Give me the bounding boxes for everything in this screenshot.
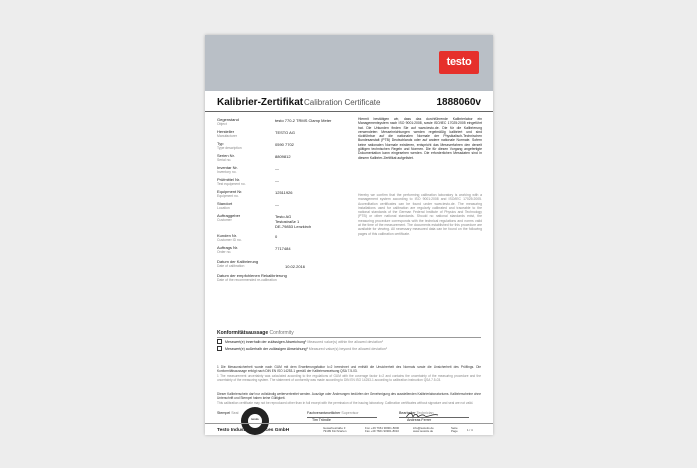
conformity-within-de: Messwert(e) innerhalb der zulässigen Abweichung¹: [225, 339, 307, 344]
stamp-label-de: Stempel: [217, 411, 231, 415]
responsible-label-de: Fachverantwortlicher: [307, 411, 341, 415]
conformity-title: [217, 330, 481, 338]
stamp-label-en: Seal: [231, 411, 239, 415]
technician-label-en: Technician: [416, 411, 434, 415]
field-label: Gegenstand: [217, 117, 239, 122]
footer-web: [413, 427, 434, 434]
field-label: Hersteller: [217, 129, 235, 134]
field-label: Standort: [217, 201, 233, 206]
field-label: Typ: [217, 141, 224, 146]
footer-company: Testo Industrial Services GmbH: [217, 427, 290, 433]
responsible-name: Tim Tröndle: [312, 418, 331, 422]
field-label-en: Location: [217, 205, 230, 210]
field-label-en: Object: [217, 121, 227, 126]
conformity-within-checkbox[interactable]: [217, 339, 222, 344]
conformity-within-en: Measured value(s) within the allowed deviation¹: [307, 339, 384, 344]
field-label: Inventar Nr.: [217, 165, 238, 170]
field-value: —: [275, 166, 279, 171]
title-bar: [205, 91, 493, 112]
field-value: —: [275, 178, 279, 183]
conformity-beyond: [217, 346, 481, 352]
footer-website: www.testotis.de: [413, 429, 434, 434]
technician-name: Andreas Ferrer: [407, 418, 432, 422]
field-label-en: Order no.: [217, 249, 232, 254]
uncertainty-note-en: 1 The measurement uncertainty was calculated according to the regulations of GUM with the coverage factor k=2 and contains the uncertainty of the measuring procedure and the uncertainty of the measuring system. The statement of conformity was made according to DIN EN ISO 14253-1 according to calibration instruction QSA 7.5-03.: [217, 374, 481, 383]
field-value: 12511926: [275, 190, 293, 195]
field-label-en: Manufacturer: [217, 133, 237, 138]
field-value: 0590 7702: [275, 142, 294, 147]
field-label-en: Customer: [217, 217, 232, 222]
field-value: testo 770-2 TRMS Clamp Meter: [275, 118, 332, 123]
conformity-within-label: [225, 340, 383, 344]
footer-page-number: 1 / 4: [467, 427, 473, 432]
field-value: 8809812: [275, 154, 291, 159]
field-label: Datum der Kalibrierung: [217, 259, 259, 264]
field-value: 10.02.2016: [285, 264, 306, 269]
field-label-en: Date of the recommended re-calibration: [217, 277, 277, 282]
footer-address-line: Gewerbestraße 3: [323, 425, 346, 430]
field-value: Testo AG Testostraße 1 DE-79853 Lenzkirch: [275, 214, 312, 229]
footer-fax: Fax +49 7661 90901-8010: [365, 429, 399, 434]
footer-contact: [365, 427, 399, 434]
field-label: Auftrags Nr.: [217, 245, 239, 250]
responsible-label: [307, 411, 359, 415]
stamp-text: testo: [251, 417, 259, 421]
statement-de: Hiermit bestätigen wir, dass das durchführende Kalibrierlabor ein Managementsystem nach ISO 9001:2008, sowie ISO/IEC 17025:2005 eingeführt hat. Die Urkunden finden Sie auf www.testo.de. Die für die Kalibrierung verwendeten Messeinrichtungen werden regelmäßig kalibriert und sind rückführbar auf die nationalen Normale der Physikalisch-Technischen Bundesanstalt (PTB) Deutschlands oder auf andere nationale Normale. Sofern keine nationalen Normale existieren, entspricht das Messverfahren den derzeit gültigen technischen Regeln und Normen. Die für diesen Vorgang angefertigte Dokumentation kann eingesehen werden. Die erforderlichen Messdaten sind in diesem Kalibrier-Zertifikat aufgelistet.: [358, 117, 482, 160]
field-label-en: Equipment no.: [217, 193, 239, 198]
header-banner: [205, 35, 493, 91]
certificate-page: [205, 35, 493, 435]
reproduction-note-de: Dieser Kalibrierschein darf nur vollständig weiterverbreitet werden. Auszüge oder Änderungen bedürfen der Genehmigung des ausstellenden Kalibrierlaboratoriums. Kalibrierscheine ohne Unterschrift und Stempel haben keine Gültigkeit.: [217, 392, 481, 401]
field-label-en: Type description: [217, 145, 242, 150]
conformity-title-en: Conformity: [269, 330, 294, 336]
field-value: TESTO AG: [275, 130, 295, 135]
footer-email: info@testotis.de: [413, 425, 434, 430]
page-footer: [205, 423, 493, 435]
certificate-title-en: Calibration Certificate: [304, 98, 381, 107]
responsible-label-en: Supervisor: [341, 411, 359, 415]
technician-label-de: Bearbeiter: [399, 411, 416, 415]
reproduction-note-en: This calibration certificate may not be reproduced other than in full except with the permission of the issuing laboratory. Calibration certificates without signature and seal are not valid.: [217, 401, 474, 405]
field-label-en: Date of calibration: [217, 263, 245, 268]
footer-phone: Fon +49 7661 90901-8000: [365, 425, 400, 430]
field-label-en: Serial no.: [217, 157, 232, 162]
statement-en: Hereby we confirm that the performing calibration laboratory is working with a management system according to ISO 9001:2008 and ISO/IEC 17025:2005. Accreditation certificates can be found under www.testo.de. The measuring installations used for calibration are regularly calibrated and traceable to the national standards of the German Federal Institute of Physics and Technology (PTB) or other national standards. Should no national standards exist, the measuring procedure corresponds with the technical regulations and norms valid at the time of the measurement. The documents established for this procedure are available for viewing. All necessary measured data can be found on the following pages of this calibration certificate.: [358, 193, 482, 236]
conformity-beyond-checkbox[interactable]: [217, 346, 222, 351]
conformity-beyond-de: Messwert(e) außerhalb der zulässigen Abweichung¹: [225, 346, 308, 351]
certificate-number: 1888060v: [436, 97, 481, 108]
field-label-en: Test equipment no.: [217, 181, 246, 186]
field-label-en: Inventory no.: [217, 169, 237, 174]
field-value: 0: [275, 234, 278, 239]
testo-logo: testo: [439, 51, 479, 74]
stamp-label: [217, 411, 238, 415]
footer-page-label-en: Page: [451, 429, 458, 434]
uncertainty-note-de: 1 Die Messunsicherheit wurde nach GUM mit dem Erweiterungsfaktor k=2 berechnet und enthält die Unsicherheit des Normals sowie die Unsicherheit des Prüflings. Die Konformitätsaussage erfolgt nach DIN EN ISO 14253-1 gemäß der Kalibrieranweisung QSA 7.5-03.: [217, 365, 481, 374]
certificate-title: Kalibrier-Zertifikat: [217, 97, 304, 108]
footer-page-label-de: Seite: [451, 425, 458, 430]
field-label: Kunden Nr.: [217, 233, 238, 238]
footer-address: [323, 427, 346, 434]
conformity-within: [217, 339, 481, 345]
field-value: —: [275, 202, 279, 207]
field-label: Serien Nr.: [217, 153, 235, 158]
field-label: Prüfmittel Nr.: [217, 177, 241, 182]
field-label: Auftraggeber: [217, 213, 241, 218]
footer-page-label: [451, 427, 458, 434]
field-label-en: Customer ID no.: [217, 237, 242, 242]
field-label: Datum der empfohlenen Rekalibrierung: [217, 273, 287, 278]
field-label: Equipment Nr.: [217, 189, 243, 194]
footer-address-line: 79199 Kirchzarten: [323, 429, 347, 434]
conformity-beyond-label: [225, 347, 387, 351]
conformity-title-de: Konformitätsaussage: [217, 330, 269, 336]
field-value: 7717484: [275, 246, 291, 251]
conformity-beyond-en: Measured value(s) beyond the allowed deviation¹: [308, 346, 388, 351]
